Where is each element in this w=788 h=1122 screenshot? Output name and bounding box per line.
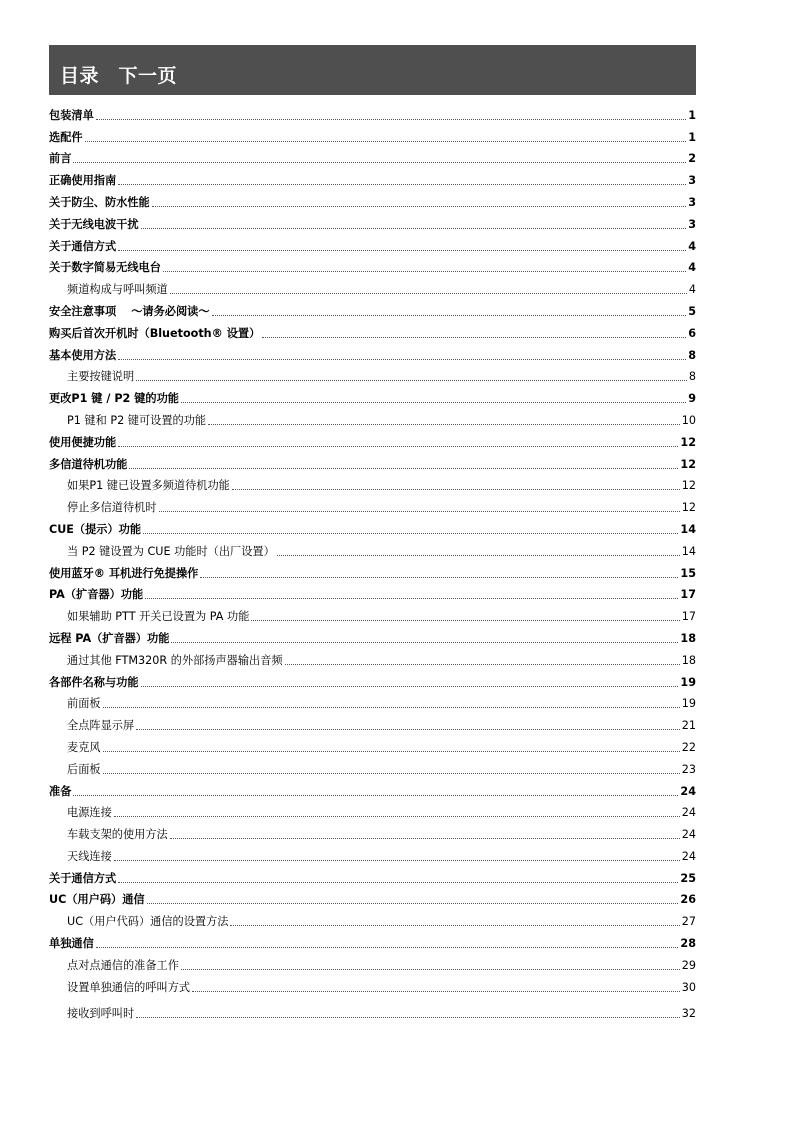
toc-entry[interactable] [49,275,696,297]
toc-entry[interactable] [49,820,696,842]
toc-entry-label: 点对点通信的准备工作 [67,958,179,972]
toc-entry[interactable] [49,232,696,254]
toc-dot-leader [145,598,678,599]
toc-entry[interactable] [49,973,696,995]
toc-entry-label: 使用蓝牙® 耳机进行免提操作 [49,566,199,580]
toc-entry-label: 多信道待机功能 [49,457,128,471]
toc-entry-label: 通过其他 FTM320R 的外部扬声器输出音频 [67,653,283,667]
toc-dot-leader [181,969,680,970]
toc-entry[interactable] [49,515,696,537]
toc-dot-leader [192,991,680,992]
toc-entry[interactable] [49,951,696,973]
toc-entry[interactable] [49,690,696,712]
toc-dot-leader [152,206,687,207]
toc-dot-leader [262,337,686,338]
toc-entry-label: 车载支架的使用方法 [67,828,168,842]
toc-entry-page-number: 24 [681,806,696,820]
toc-entry-label: UC（用户码）通信 [49,893,145,907]
toc-entry[interactable] [49,995,696,1021]
toc-entry[interactable] [49,537,696,559]
toc-entry-page-number: 4 [688,283,696,297]
toc-entry-label: 如果P1 键已设置多频道待机功能 [67,479,230,493]
toc-dot-leader [136,729,680,730]
toc-dot-leader [118,446,678,447]
toc-dot-leader [136,380,687,381]
toc-dot-leader [171,642,678,643]
toc-entry[interactable] [49,711,696,733]
toc-dot-leader [141,228,687,229]
toc-entry-page-number: 25 [680,871,696,885]
toc-dot-leader [277,555,680,556]
toc-entry-page-number: 19 [681,697,696,711]
toc-entry[interactable] [49,101,696,123]
toc-entry[interactable] [49,864,696,886]
toc-dot-leader [103,751,680,752]
toc-entry-page-number: 15 [680,566,696,580]
toc-entry[interactable] [49,384,696,406]
toc-entry-page-number: 27 [681,915,696,929]
toc-entry-label: 关于数字简易无线电台 [49,261,161,275]
toc-entry-page-number: 3 [688,195,696,209]
toc-dot-leader [96,947,679,948]
toc-entry-page-number: 22 [681,740,696,754]
toc-entry-label: UC（用户代码）通信的设置方法 [67,915,229,929]
toc-entry-label: 停止多信道待机时 [67,501,157,515]
toc-dot-leader [200,577,678,578]
table-of-contents [49,101,696,1021]
toc-entry-label: 安全注意事项 ～请务必阅读～ [49,304,210,318]
toc-entry-label: 各部件名称与功能 [49,675,139,689]
toc-entry[interactable] [49,341,696,363]
toc-dot-leader [114,860,680,861]
toc-entry[interactable] [49,123,696,145]
toc-entry-label: 购买后首次开机时（Bluetooth® 设置） [49,326,261,340]
toc-entry-label: 前言 [49,152,72,166]
toc-entry-label: 接收到呼叫时 [67,1006,135,1020]
toc-entry-page-number: 24 [681,828,696,842]
toc-entry[interactable] [49,472,696,494]
toc-entry-page-number: 12 [681,501,696,515]
toc-dot-leader [285,664,680,665]
toc-entry-page-number: 10 [681,413,696,427]
toc-entry-page-number: 9 [688,392,696,406]
toc-entry-label: 如果辅助 PTT 开关已设置为 PA 功能 [67,610,250,624]
toc-dot-leader [129,468,678,469]
toc-entry-label: 单独通信 [49,937,94,951]
toc-entry[interactable] [49,363,696,385]
toc-entry-page-number: 1 [688,130,696,144]
toc-entry-label: 设置单独通信的呼叫方式 [67,980,191,994]
toc-entry[interactable] [49,755,696,777]
toc-header-bar [49,45,696,95]
toc-dot-leader [208,424,680,425]
toc-entry-label: 准备 [49,784,72,798]
toc-entry[interactable] [49,777,696,799]
toc-entry-page-number: 29 [681,958,696,972]
toc-dot-leader [147,903,679,904]
toc-entry-label: 麦克风 [67,740,101,754]
toc-entry-page-number: 17 [680,588,696,602]
toc-dot-leader [163,271,686,272]
toc-entry-page-number: 1 [688,108,696,122]
toc-entry-page-number: 4 [688,261,696,275]
toc-header-title: 目录 下一页 [60,65,178,87]
toc-entry-page-number: 8 [688,348,696,362]
toc-dot-leader [85,141,687,142]
toc-entry[interactable] [49,254,696,276]
toc-entry-label: 基本使用方法 [49,348,117,362]
toc-dot-leader [73,162,686,163]
toc-entry[interactable] [49,668,696,690]
toc-entry-page-number: 24 [681,849,696,863]
toc-entry-page-number: 32 [681,1006,696,1020]
toc-dot-leader [159,511,680,512]
toc-entry-page-number: 18 [680,631,696,645]
toc-entry-label: P1 键和 P2 键可设置的功能 [67,413,207,427]
toc-dot-leader [232,489,680,490]
toc-entry[interactable] [49,406,696,428]
toc-dot-leader [73,795,678,796]
toc-entry[interactable] [49,886,696,908]
toc-entry-label: 当 P2 键设置为 CUE 功能时（出厂设置） [67,544,275,558]
toc-entry[interactable] [49,799,696,821]
toc-entry-label: 关于通信方式 [49,239,117,253]
toc-dot-leader [143,533,678,534]
toc-entry-page-number: 12 [680,435,696,449]
toc-dot-leader [170,838,680,839]
toc-entry-page-number: 14 [680,522,696,536]
toc-dot-leader [118,250,686,251]
toc-entry[interactable] [49,428,696,450]
toc-entry-label: 主要按键说明 [67,370,135,384]
toc-entry[interactable] [49,493,696,515]
toc-entry-page-number: 5 [688,304,696,318]
toc-entry[interactable] [49,624,696,646]
toc-entry[interactable] [49,907,696,929]
toc-entry[interactable] [49,210,696,232]
toc-dot-leader [118,359,686,360]
toc-dot-leader [141,686,679,687]
toc-dot-leader [114,816,680,817]
toc-entry-label: 天线连接 [67,849,112,863]
toc-entry-label: 电源连接 [67,806,112,820]
toc-entry-page-number: 3 [688,174,696,188]
toc-entry-page-number: 17 [681,610,696,624]
toc-entry[interactable] [49,602,696,624]
toc-entry-page-number: 21 [681,719,696,733]
toc-dot-leader [181,402,686,403]
toc-entry[interactable] [49,188,696,210]
toc-entry-label: 选配件 [49,130,83,144]
toc-entry-page-number: 4 [688,239,696,253]
toc-entry-label: 前面板 [67,697,101,711]
toc-entry-label: 关于无线电波干扰 [49,217,139,231]
toc-entry-page-number: 26 [680,893,696,907]
toc-entry[interactable] [49,319,696,341]
toc-entry-page-number: 23 [681,762,696,776]
toc-entry[interactable] [49,733,696,755]
toc-entry-page-number: 28 [680,937,696,951]
toc-entry[interactable] [49,842,696,864]
toc-entry-label: 使用便捷功能 [49,435,117,449]
toc-dot-leader [118,184,686,185]
toc-entry[interactable] [49,581,696,603]
toc-entry-page-number: 24 [680,784,696,798]
toc-entry[interactable] [49,646,696,668]
toc-entry-label: 全点阵显示屏 [67,719,135,733]
toc-entry-page-number: 30 [681,980,696,994]
toc-entry-page-number: 14 [681,544,696,558]
toc-dot-leader [212,315,687,316]
toc-entry-label: 包装清单 [49,108,94,122]
toc-entry-page-number: 18 [681,653,696,667]
toc-entry-label: 正确使用指南 [49,174,117,188]
toc-entry-label: 频道构成与呼叫频道 [67,283,168,297]
toc-entry-page-number: 19 [680,675,696,689]
toc-entry[interactable] [49,145,696,167]
toc-entry-label: 更改P1 键 / P2 键的功能 [49,392,179,406]
toc-entry-label: PA（扩音器）功能 [49,588,144,602]
toc-entry-label: 关于通信方式 [49,871,117,885]
toc-entry-label: CUE（提示）功能 [49,522,142,536]
toc-entry[interactable] [49,166,696,188]
toc-dot-leader [170,293,687,294]
toc-dot-leader [136,1017,680,1018]
toc-dot-leader [251,620,679,621]
toc-entry[interactable] [49,559,696,581]
toc-entry-label: 后面板 [67,762,101,776]
toc-dot-leader [103,773,680,774]
toc-dot-leader [118,882,678,883]
toc-dot-leader [103,707,680,708]
toc-dot-leader [96,119,686,120]
toc-entry[interactable] [49,450,696,472]
toc-entry-label: 关于防尘、防水性能 [49,195,150,209]
toc-dot-leader [230,925,679,926]
toc-entry-page-number: 3 [688,217,696,231]
toc-entry-label: 远程 PA（扩音器）功能 [49,631,170,645]
toc-entry-page-number: 8 [688,370,696,384]
toc-entry[interactable] [49,297,696,319]
toc-entry-page-number: 12 [680,457,696,471]
toc-entry-page-number: 2 [688,152,696,166]
toc-entry-page-number: 6 [688,326,696,340]
toc-entry-page-number: 12 [681,479,696,493]
toc-entry[interactable] [49,929,696,951]
